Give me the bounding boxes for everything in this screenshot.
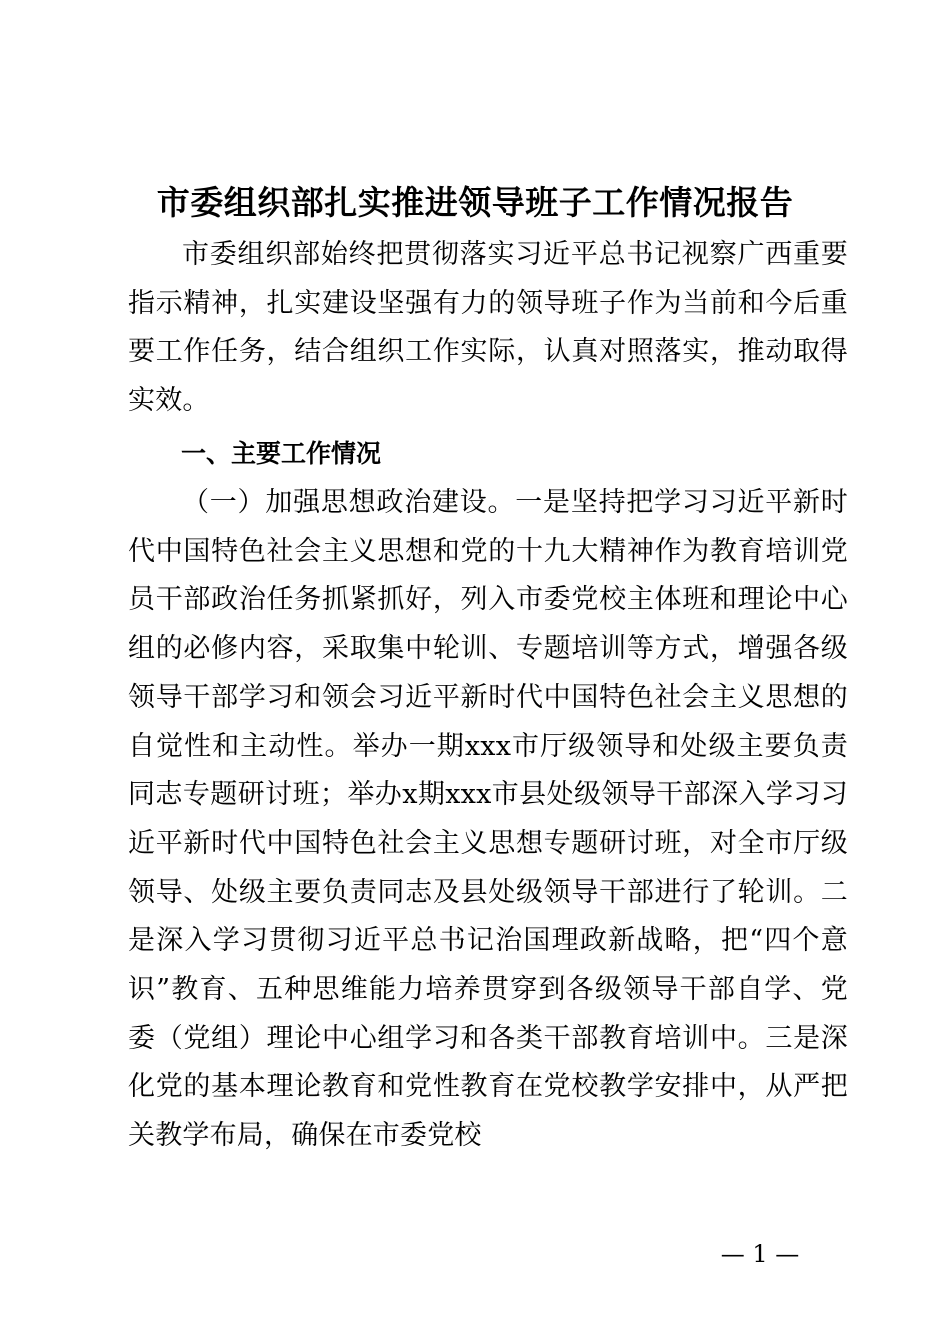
section-heading: 一、主要工作情况: [181, 439, 382, 468]
body-paragraph: （一）加强思想政治建设。一是坚持把学习习近平新时代中国特色社会主义思想和党的十九大精神作为教育培训党员干部政治任务抓紧抓好，列入市委党校主体班和理论中心组的必修内容，采取集中轮训、专题培训等方式，增强各级领导干部学习和领会习近平新时代中国特色社会主义思想的自觉性和主动性。举办一期xxx市厅级领导和处级主要负责同志专题研讨班；举办x期xxx市县处级领导干部深入学习习近平新时代中国特色社会主义思想专题研讨班，对全市厅级领导、处级主要负责同志及县处级领导干部进行了轮训。二是深入学习贯彻习近平总书记治国理政新战略，把“四个意识”教育、五种思维能力培养贯穿到各级领导干部自学、党委（党组）理论中心组学习和各类干部教育培训中。三是深化党的基本理论教育和党性教育在党校教学安排中，从严把关教学布局，确保在市委党校: [128, 487, 848, 1152]
document-title: 市委组织部扎实推进领导班子工作情况报告: [156, 183, 794, 222]
intro-paragraph: 市委组织部始终把贯彻落实习近平总书记视察广西重要指示精神，扎实建设坚强有力的领导班子作为当前和今后重要工作任务，结合组织工作实际，认真对照落实，推动取得实效。: [128, 239, 848, 417]
page-number: — 1 —: [720, 1240, 800, 1268]
